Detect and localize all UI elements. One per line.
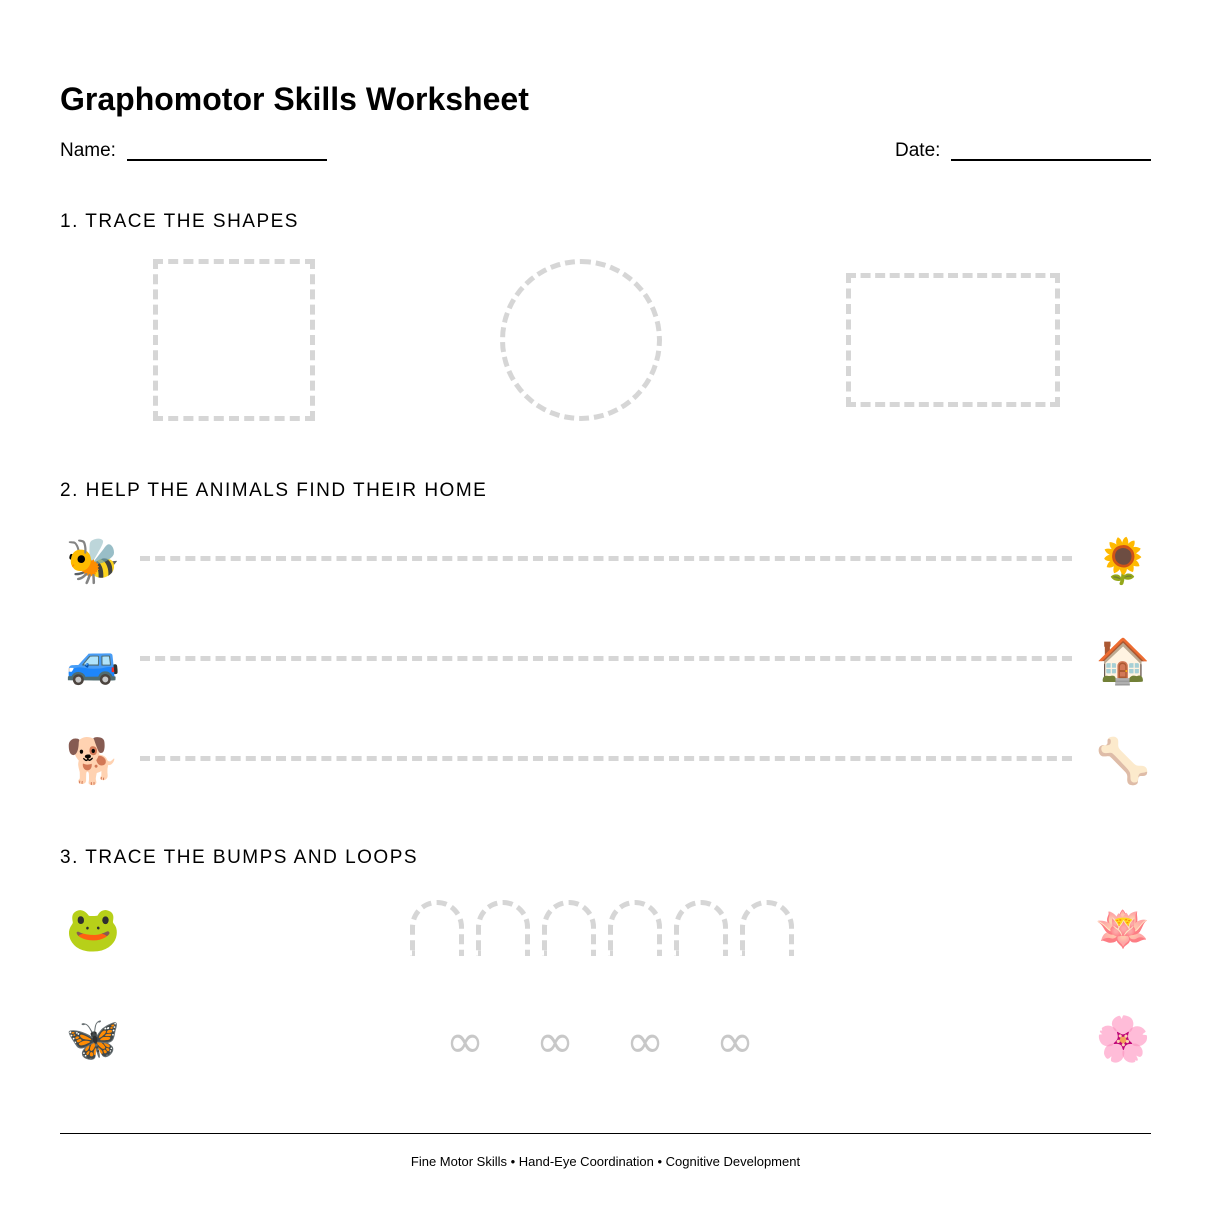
frog-icon: 🐸 [65, 904, 121, 955]
footer-text: Fine Motor Skills • Hand-Eye Coordination • Cognitive Development [410, 1154, 801, 1169]
bee-icon: 🐝 [65, 536, 121, 587]
trace-path-bee [140, 556, 1072, 561]
car-icon: 🚙 [65, 636, 121, 687]
cherry-blossom-icon: 🌸 [1095, 1014, 1151, 1065]
section-heading-shapes: 1. TRACE THE SHAPES [60, 211, 299, 232]
bone-icon: 🦴 [1095, 736, 1151, 787]
trace-square [153, 259, 315, 421]
bump [410, 900, 464, 956]
loop: ∞ [535, 1014, 575, 1068]
trace-rectangle [846, 273, 1060, 407]
section-heading-bumps-loops: 3. TRACE THE BUMPS AND LOOPS [60, 847, 419, 868]
trace-circle [500, 259, 662, 421]
loop: ∞ [715, 1014, 755, 1068]
name-line[interactable] [127, 159, 327, 161]
dog-icon: 🐕 [65, 736, 121, 787]
bump [674, 900, 728, 956]
bump [740, 900, 794, 956]
trace-path-car [140, 656, 1072, 661]
section-heading-animals: 2. HELP THE ANIMALS FIND THEIR HOME [60, 480, 488, 501]
bump [542, 900, 596, 956]
bump [476, 900, 530, 956]
bump [608, 900, 662, 956]
loop: ∞ [625, 1014, 665, 1068]
lotus-icon: 🪷 [1095, 904, 1151, 955]
trace-path-dog [140, 756, 1072, 761]
butterfly-icon: 🦋 [65, 1014, 121, 1065]
worksheet-title: Graphomotor Skills Worksheet [60, 81, 529, 117]
sunflower-icon: 🌻 [1095, 536, 1151, 587]
date-label: Date: [895, 140, 941, 161]
footer-divider [60, 1133, 1151, 1134]
loop: ∞ [445, 1014, 485, 1068]
name-label: Name: [60, 140, 116, 161]
date-line[interactable] [951, 159, 1151, 161]
house-icon: 🏠 [1095, 636, 1151, 687]
